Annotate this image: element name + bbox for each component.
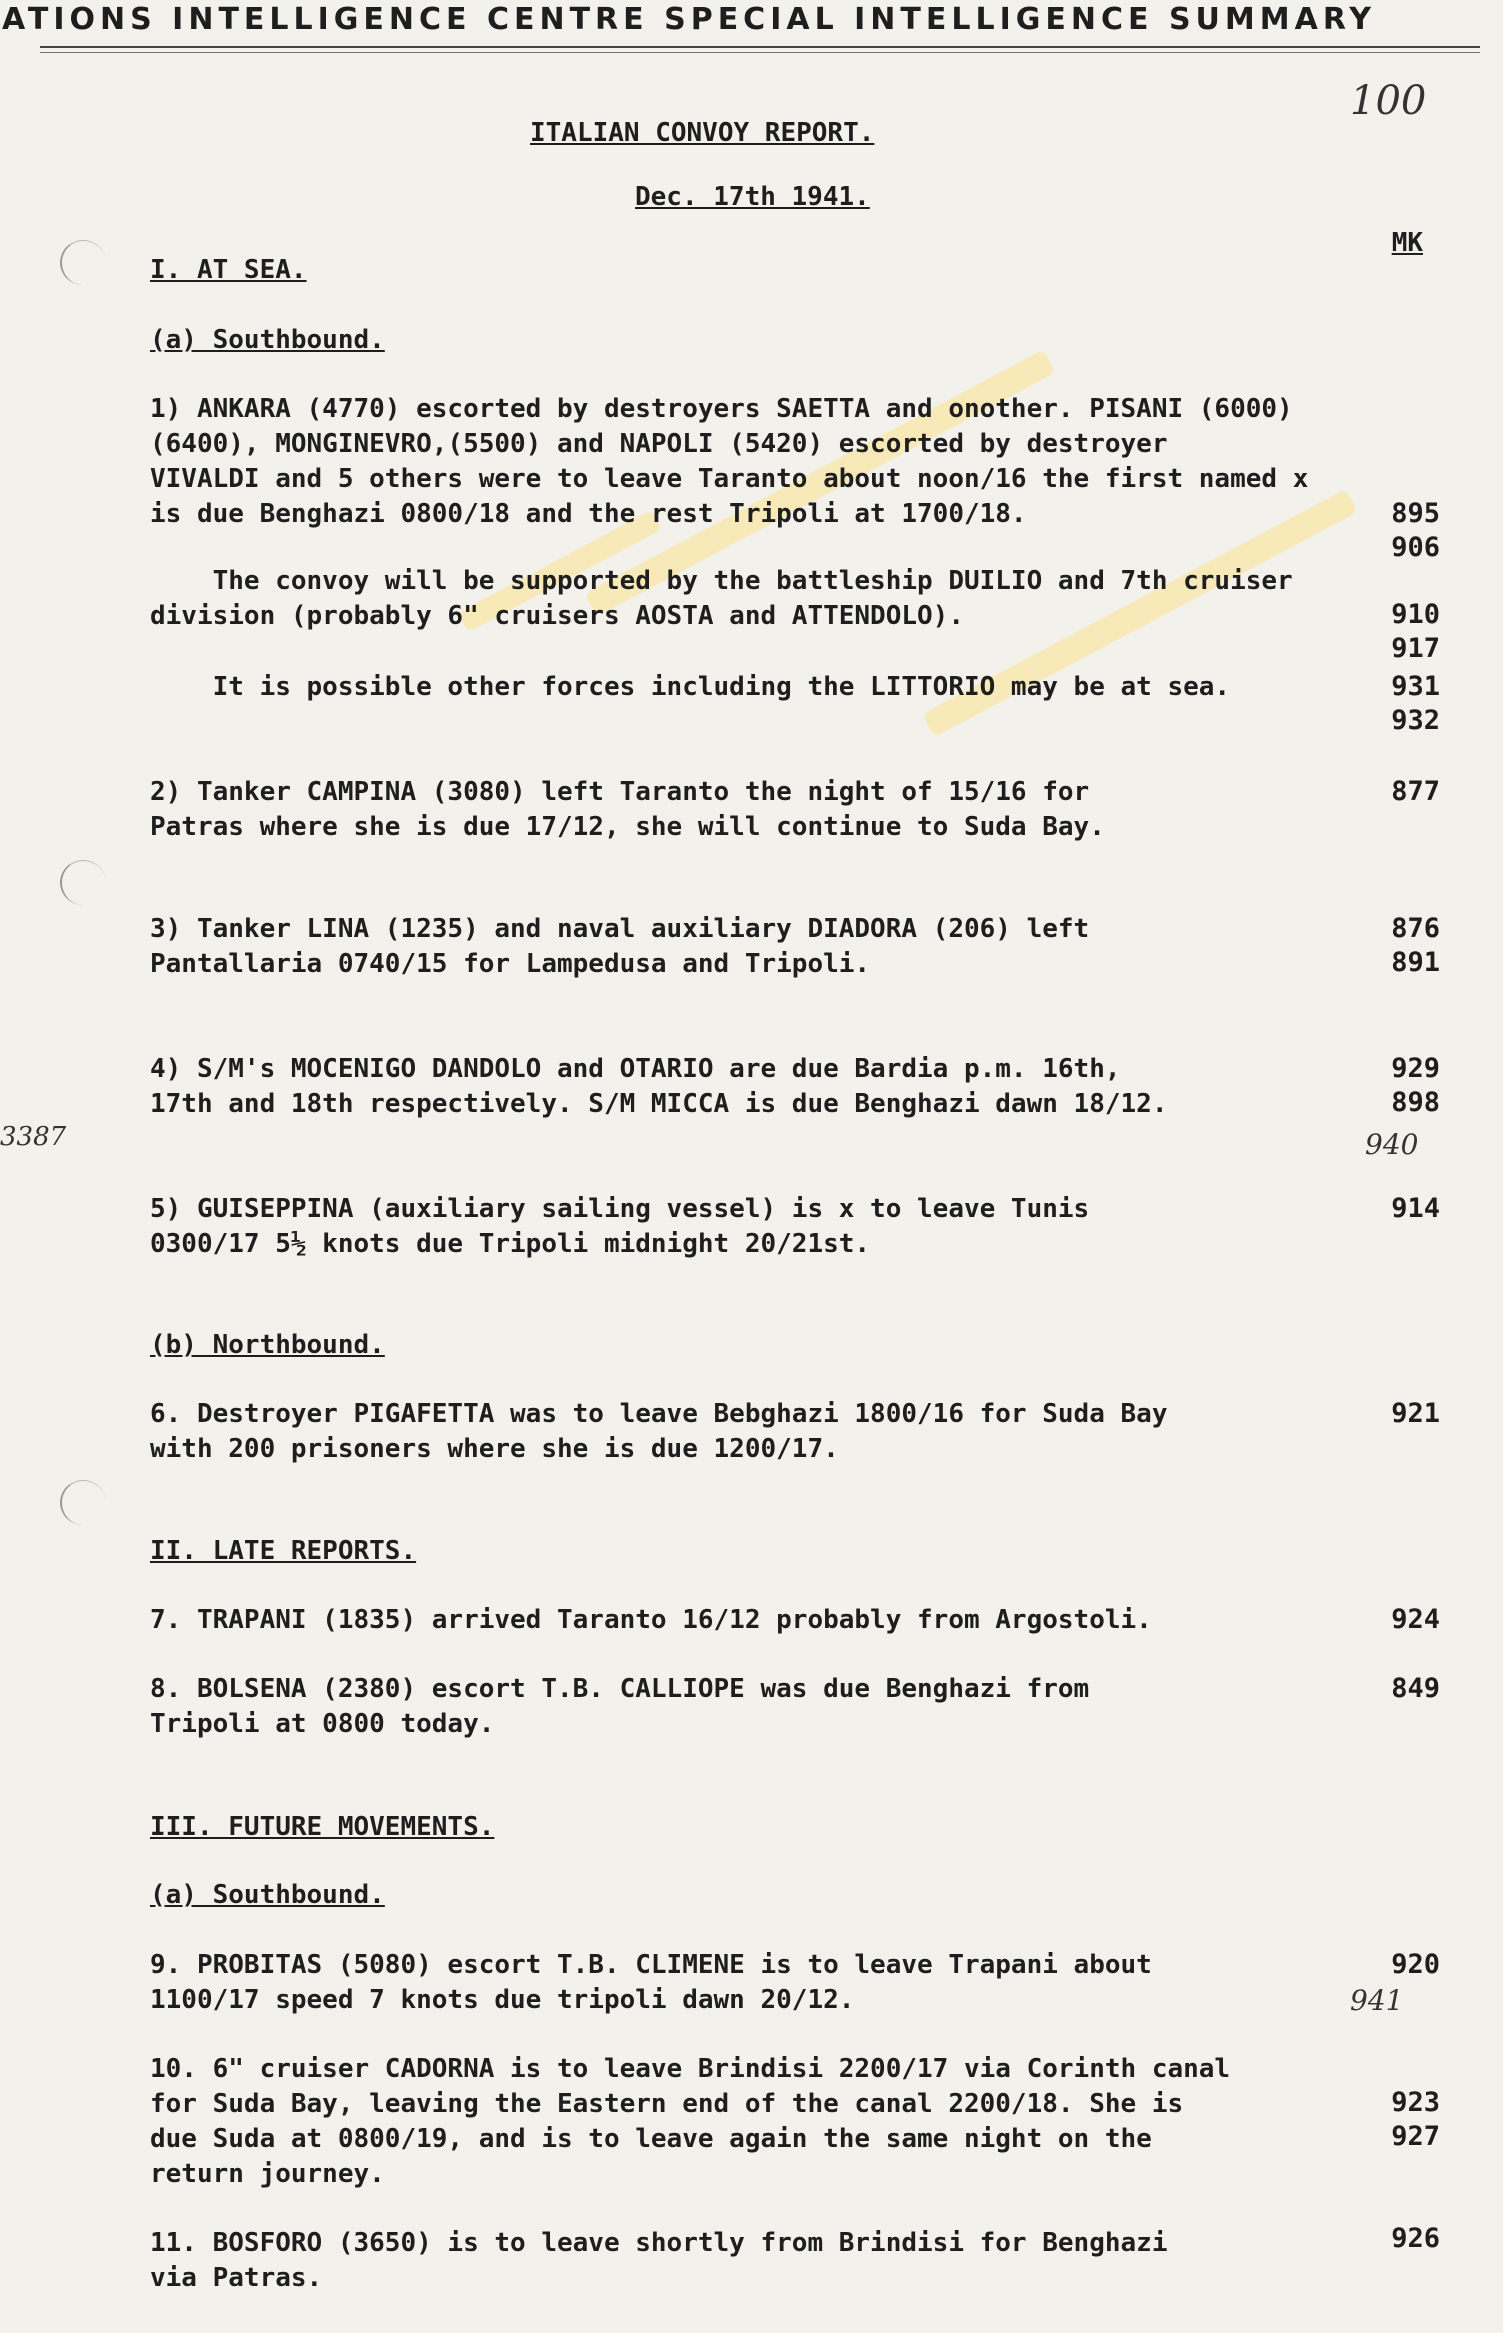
item-5: 5) GUISEPPINA (auxiliary sailing vessel) is x to leave Tunis 0300/17 5½ knots due Tripoli midnight 20/21st. xyxy=(150,1194,1090,1259)
report-title: ITALIAN CONVOY REPORT. xyxy=(530,118,875,148)
item-6-refs xyxy=(1360,1397,1440,1431)
item-2-refs xyxy=(1360,775,1440,809)
section-at-sea: I. AT SEA. xyxy=(150,255,307,285)
ref-number: 929 xyxy=(1391,1053,1440,1084)
item-9: 9. PROBITAS (5080) escort T.B. CLIMENE is to leave Trapani about 1100/17 speed 7 knots due tripoli dawn 20/12. xyxy=(150,1950,1152,2015)
ref-number: 920 xyxy=(1391,1949,1440,1980)
subsection-southbound: (a) Southbound. xyxy=(150,325,385,355)
header-rule xyxy=(40,46,1480,48)
item-6: 6. Destroyer PIGAFETTA was to leave Bebghazi 1800/16 for Suda Bay with 200 prisoners where she is due 1200/17. xyxy=(150,1399,1168,1464)
punch-hole xyxy=(60,240,106,285)
subsection-northbound: (b) Northbound. xyxy=(150,1330,385,1360)
ref-number: 910 xyxy=(1391,599,1440,630)
item-1-support-refs xyxy=(1360,598,1440,666)
ref-number: 917 xyxy=(1391,633,1440,664)
item-3-refs xyxy=(1360,912,1440,980)
header-rule-thin xyxy=(40,52,1480,53)
item-3: 3) Tanker LINA (1235) and naval auxiliary DIADORA (206) left Pantallaria 0740/15 for Lampedusa and Tripoli. xyxy=(150,914,1090,979)
ref-number: 921 xyxy=(1391,1398,1440,1429)
ref-number: 927 xyxy=(1391,2121,1440,2152)
item-8: 8. BOLSENA (2380) escort T.B. CALLIOPE was due Benghazi from Tripoli at 0800 today. xyxy=(150,1674,1090,1739)
item-2: 2) Tanker CAMPINA (3080) left Taranto the night of 15/16 for Patras where she is due 17/12, she will continue to Suda Bay. xyxy=(150,777,1105,842)
mk-label: MK xyxy=(1391,228,1423,258)
ref-number: 923 xyxy=(1391,2087,1440,2118)
handwritten-page-number: 100 xyxy=(1350,78,1427,124)
ref-number: 877 xyxy=(1391,776,1440,807)
margin-note: 3387 xyxy=(0,1122,67,1152)
item-8-refs xyxy=(1360,1672,1440,1706)
ref-number: 898 xyxy=(1391,1087,1440,1118)
item-1-other-forces: It is possible other forces including the LITTORIO may be at sea. xyxy=(150,672,1231,702)
document-header: ATIONS INTELLIGENCE CENTRE SPECIAL INTELLIGENCE SUMMARY xyxy=(2,2,1377,37)
punch-hole xyxy=(60,860,106,905)
ref-number: 914 xyxy=(1391,1193,1440,1224)
item-4-refs xyxy=(1360,1052,1440,1120)
item-7-refs xyxy=(1360,1603,1440,1637)
handwritten-ref: 941 xyxy=(1350,1984,1404,2017)
item-7: 7. TRAPANI (1835) arrived Taranto 16/12 probably from Argostoli. xyxy=(150,1605,1152,1635)
punch-hole xyxy=(60,1480,106,1525)
item-1-other-forces-refs xyxy=(1360,670,1440,738)
item-1-support: The convoy will be supported by the battleship DUILIO and 7th cruiser division (probably 6" cruisers AOSTA and ATTENDOLO). xyxy=(150,566,1293,631)
ref-number: 876 xyxy=(1391,913,1440,944)
item-1: 1) ANKARA (4770) escorted by destroyers SAETTA and onother. PISANI (6000) (6400), MONGINEVRO,(5500) and NAPOLI (5420) escorted by destroyer VIVALDI and 5 others were to leave Taranto about noon/16 the first named x is due Benghazi 0800/18 and the rest Tripoli at 1700/18. xyxy=(150,394,1309,529)
ref-number: 895 xyxy=(1391,498,1440,529)
ref-number: 932 xyxy=(1391,705,1440,736)
item-10: 10. 6" cruiser CADORNA is to leave Brindisi 2200/17 via Corinth canal for Suda Bay, leaving the Eastern end of the canal 2200/18. She is due Suda at 0800/19, and is to leave again the same night on the return journey. xyxy=(150,2054,1231,2189)
subsection-future-southbound: (a) Southbound. xyxy=(150,1880,385,1910)
ref-number: 891 xyxy=(1391,947,1440,978)
item-11-refs xyxy=(1360,2222,1440,2256)
item-11: 11. BOSFORO (3650) is to leave shortly from Brindisi for Benghazi via Patras. xyxy=(150,2228,1168,2293)
handwritten-ref: 940 xyxy=(1365,1128,1419,1161)
item-9-refs xyxy=(1360,1948,1440,1982)
section-future-movements: III. FUTURE MOVEMENTS. xyxy=(150,1812,495,1842)
ref-number: 906 xyxy=(1391,532,1440,563)
ref-number: 849 xyxy=(1391,1673,1440,1704)
ref-number: 931 xyxy=(1391,671,1440,702)
report-date: Dec. 17th 1941. xyxy=(635,182,870,212)
item-5-refs xyxy=(1360,1192,1440,1226)
section-late-reports: II. LATE REPORTS. xyxy=(150,1536,417,1566)
ref-number: 926 xyxy=(1391,2223,1440,2254)
item-10-refs xyxy=(1360,2086,1440,2154)
ref-number: 924 xyxy=(1391,1604,1440,1635)
item-1-refs xyxy=(1360,497,1440,565)
item-4: 4) S/M's MOCENIGO DANDOLO and OTARIO are due Bardia p.m. 16th, 17th and 18th respectively. S/M MICCA is due Benghazi dawn 18/12. xyxy=(150,1054,1168,1119)
